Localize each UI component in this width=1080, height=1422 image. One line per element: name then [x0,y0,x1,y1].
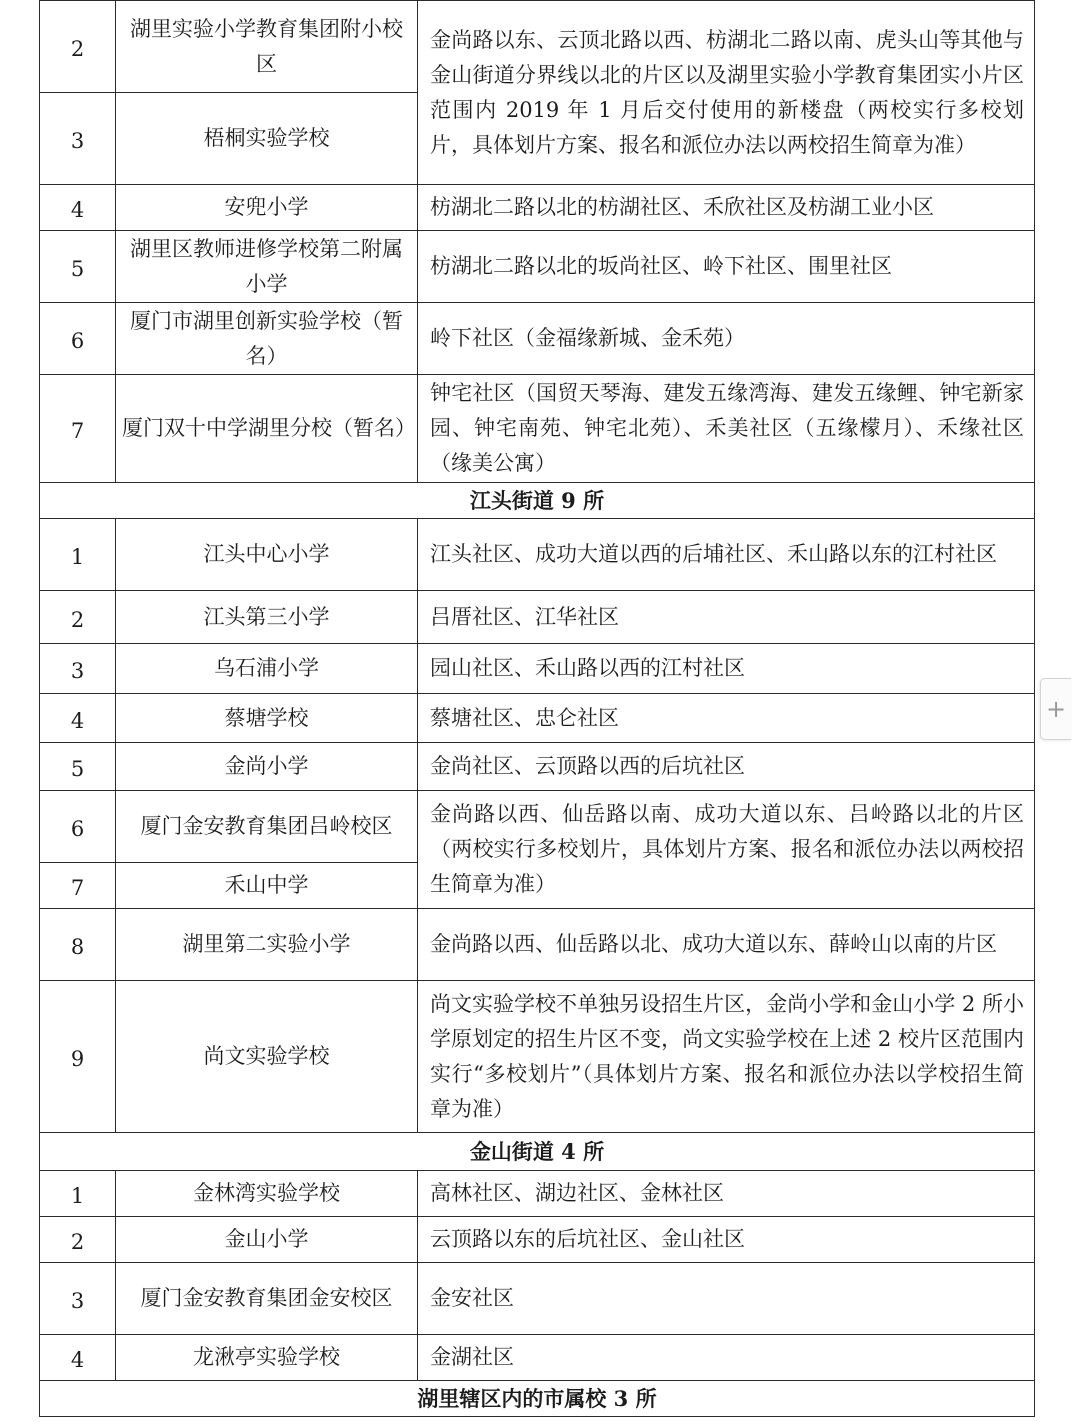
row-number: 4 [40,1335,116,1381]
district-area: 高林社区、湖边社区、金林社区 [418,1171,1035,1217]
row-number: 5 [40,231,116,303]
school-name: 厦门金安教育集团吕岭校区 [116,791,418,863]
table-row [40,1335,1035,1381]
row-number: 6 [40,791,116,863]
row-number: 6 [40,303,116,375]
section-header-row [40,1381,1035,1417]
school-name: 安兜小学 [116,185,418,231]
school-name: 金尚小学 [116,743,418,791]
district-area: 蔡塘社区、忠仑社区 [418,694,1035,743]
row-number: 9 [40,981,116,1133]
district-area: 金尚社区、云顶路以西的后坑社区 [418,743,1035,791]
row-number: 5 [40,743,116,791]
row-number: 8 [40,909,116,981]
section-header-row [40,1133,1035,1171]
school-name: 金林湾实验学校 [116,1171,418,1217]
row-number: 2 [40,591,116,644]
add-button[interactable] [1040,678,1071,740]
row-number: 3 [40,644,116,694]
row-number: 2 [40,1,116,93]
table-row [40,1171,1035,1217]
district-area: 枋湖北二路以北的坂尚社区、岭下社区、围里社区 [418,231,1035,303]
table-row [40,909,1035,981]
table-row [40,185,1035,231]
table-row [40,231,1035,303]
table-row [40,1,1035,93]
school-name: 乌石浦小学 [116,644,418,694]
school-name: 湖里第二实验小学 [116,909,418,981]
row-number: 4 [40,185,116,231]
table-row [40,1217,1035,1263]
district-area: 吕厝社区、江华社区 [418,591,1035,644]
school-name: 龙湫亭实验学校 [116,1335,418,1381]
school-name: 湖里区教师进修学校第二附属小学 [116,231,418,303]
school-name: 禾山中学 [116,863,418,909]
table-row [40,791,1035,863]
section-header-row [40,483,1035,519]
school-name: 梧桐实验学校 [116,93,418,185]
table-row [40,694,1035,743]
district-area: 云顶路以东的后坑社区、金山社区 [418,1217,1035,1263]
plus-icon: + [1045,695,1067,723]
district-area: 金湖社区 [418,1335,1035,1381]
district-area: 园山社区、禾山路以西的江村社区 [418,644,1035,694]
district-table [39,0,1035,1417]
district-area: 金安社区 [418,1263,1035,1335]
row-number: 2 [40,1217,116,1263]
table-row [40,591,1035,644]
school-name: 厦门金安教育集团金安校区 [116,1263,418,1335]
section-title-city: 湖里辖区内的市属校 3 所 [40,1381,1035,1417]
row-number: 7 [40,375,116,483]
table-row [40,303,1035,375]
school-name: 厦门双十中学湖里分校（暂名） [116,375,418,483]
row-number: 4 [40,694,116,743]
district-area: 岭下社区（金福缘新城、金禾苑） [418,303,1035,375]
school-name: 厦门市湖里创新实验学校（暂名） [116,303,418,375]
district-area: 枋湖北二路以北的枋湖社区、禾欣社区及枋湖工业小区 [418,185,1035,231]
school-district-table [39,0,1035,1417]
row-number: 7 [40,863,116,909]
row-number: 3 [40,1263,116,1335]
section-title-jinshan: 金山街道 4 所 [40,1133,1035,1171]
school-name: 尚文实验学校 [116,981,418,1133]
school-name: 湖里实验小学教育集团附小校区 [116,1,418,93]
district-area: 金尚路以西、仙岳路以北、成功大道以东、薛岭山以南的片区 [418,909,1035,981]
table-row [40,644,1035,694]
district-area: 尚文实验学校不单独另设招生片区，金尚小学和金山小学 2 所小学原划定的招生片区不变，尚文实验学校在上述 2 校片区范围内实行“多校划片”（具体划片方案、报名和派位办法以学校招生简章为准） [418,981,1035,1133]
table-row [40,375,1035,483]
table-row [40,519,1035,591]
school-name: 蔡塘学校 [116,694,418,743]
school-name: 金山小学 [116,1217,418,1263]
district-area: 江头社区、成功大道以西的后埔社区、禾山路以东的江村社区 [418,519,1035,591]
district-area: 钟宅社区（国贸天琴海、建发五缘湾海、建发五缘鲤、钟宅新家园、钟宅南苑、钟宅北苑）、禾美社区（五缘檬月）、禾缘社区（缘美公寓） [418,375,1035,483]
row-number: 3 [40,93,116,185]
district-area: 金尚路以东、云顶北路以西、枋湖北二路以南、虎头山等其他与金山街道分界线以北的片区以及湖里实验小学教育集团实小片区范围内 2019 年 1 月后交付使用的新楼盘（两校实行多校划片，具体划片方案、报名和派位办法以两校招生简章为准） [418,1,1035,185]
school-name: 江头中心小学 [116,519,418,591]
table-row [40,981,1035,1133]
section-title-jiangtou: 江头街道 9 所 [40,483,1035,519]
table-row [40,1263,1035,1335]
table-row [40,743,1035,791]
school-name: 江头第三小学 [116,591,418,644]
row-number: 1 [40,519,116,591]
district-area: 金尚路以西、仙岳路以南、成功大道以东、吕岭路以北的片区（两校实行多校划片，具体划片方案、报名和派位办法以两校招生简章为准） [418,791,1035,909]
row-number: 1 [40,1171,116,1217]
